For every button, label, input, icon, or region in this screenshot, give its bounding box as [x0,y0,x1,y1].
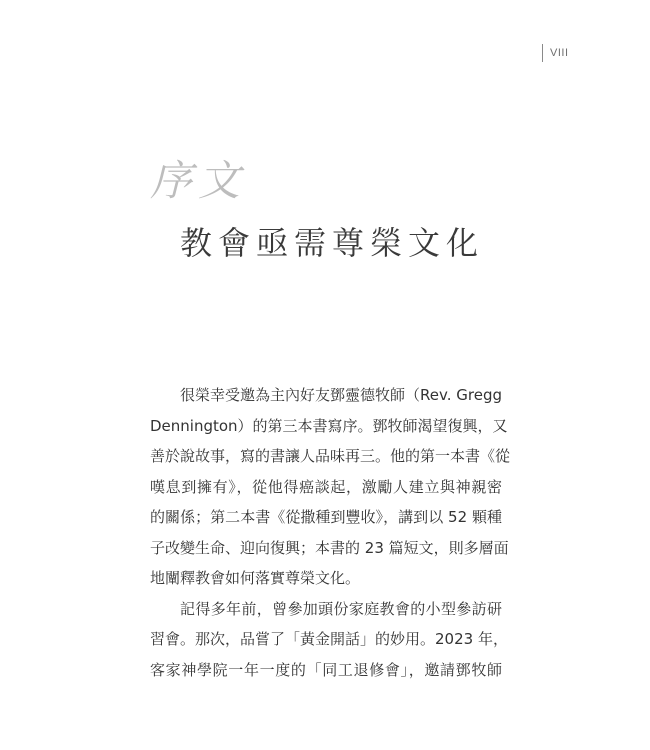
body-line: 嘆息到擁有》，從他得癌談起，激勵人建立與神親密 [150,477,502,496]
section-label: 序文 [150,156,247,205]
page-number: VIII [550,47,569,59]
body-line: 客家神學院一年一度的「同工退修會」，邀請鄧牧師 [150,660,502,679]
body-line: 地闡釋教會如何落實尊榮文化。 [150,569,361,587]
body-line: 很榮幸受邀為主內好友鄧靈德牧師（Rev. Gregg [180,386,502,404]
body-line: 子改變生命、迎向復興；本書的 23 篇短文，則多層面 [150,538,509,557]
body-line: 善於說故事，寫的書讓人品味再三。他的第一本書《從 [150,447,511,465]
body-line: Dennington）的第三本書寫序。鄧牧師渴望復興，又 [150,416,508,435]
page-number-area [542,44,569,62]
chapter-title: 教會亟需尊榮文化 [180,224,485,262]
body-line: 的關係；第二本書《從撒種到豐收》，講到以 52 顆種 [150,508,502,526]
body-line: 記得多年前，曾參加頭份家庭教會的小型參訪研 [180,599,502,618]
page-number-divider [542,44,543,62]
body-line: 習會。那次，品嘗了「黃金開話」的妙用。2023 年， [150,630,508,648]
body-text [150,380,511,685]
